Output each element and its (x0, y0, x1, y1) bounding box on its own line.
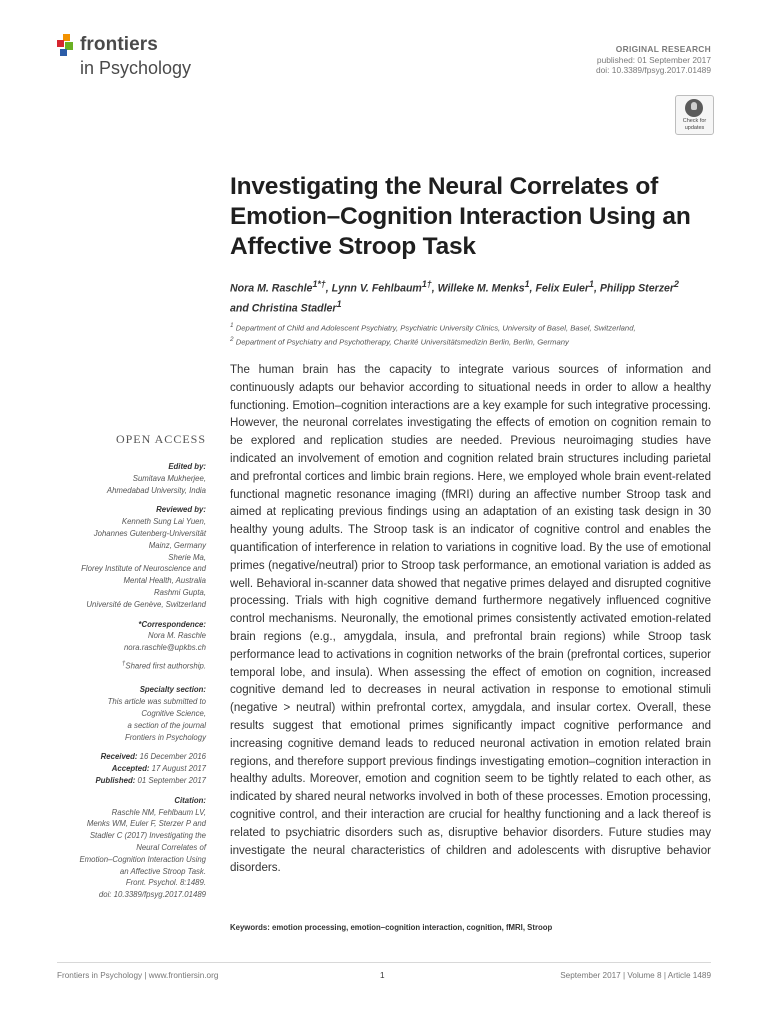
journal-logo[interactable] (57, 32, 207, 80)
received-date: Received: 16 December 2016 (100, 752, 206, 762)
footer-journal[interactable]: Frontiers in Psychology | www.frontiersin.org (57, 971, 219, 980)
specialty-heading: Specialty section: (139, 685, 206, 695)
article-type: ORIGINAL RESEARCH (615, 44, 711, 54)
reviewer-line: Sherie Ma, (168, 552, 206, 562)
bookmark-icon (685, 99, 703, 117)
reviewer-line: Kenneth Sung Lai Yuen, (121, 517, 206, 527)
published-date: published: 01 September 2017 (596, 54, 711, 65)
specialty-line: a section of the journal (127, 720, 206, 730)
doi[interactable]: doi: 10.3389/fpsyg.2017.01489 (595, 65, 711, 75)
citation-line: Emotion–Cognition Interaction Using (79, 854, 206, 864)
specialty-line: Cognitive Science, (141, 708, 206, 718)
open-access-label: OPEN ACCESS (115, 432, 206, 446)
article-meta (596, 44, 711, 76)
citation-line: Menks WM, Euler F, Sterzer P and (86, 819, 206, 829)
author-sup: 1 (336, 298, 342, 309)
footer-issue: September 2017 | Volume 8 | Article 1489 (560, 971, 711, 980)
footer-divider (57, 962, 711, 963)
frontiers-logo-mark (57, 34, 79, 58)
reviewer-line: Rashmi Gupta, (153, 587, 206, 597)
reviewer-line: Florey Institute of Neuroscience and (81, 564, 206, 574)
article-title: Investigating the Neural Correlates of Emotion–Cognition Interaction Using an Affective Stroop Task (230, 173, 691, 260)
author-sup: 1 (524, 279, 530, 289)
check-for-updates-badge[interactable] (675, 95, 714, 135)
published-date-sidebar: Published: 01 September 2017 (95, 775, 206, 785)
accepted-date: Accepted: 17 August 2017 (111, 764, 206, 774)
keywords: Keywords: emotion processing, emotion–cognition interaction, cognition, fMRI, Stroop (230, 923, 553, 932)
author[interactable]: Felix Euler (535, 282, 590, 295)
reviewer-line: Johannes Gutenberg-Universität (93, 528, 206, 538)
reviewer-line: Université de Genève, Switzerland (86, 599, 206, 609)
badge-line1: Check for (682, 118, 707, 124)
page-number: 1 (380, 971, 385, 980)
badge-line2: updates (684, 124, 705, 131)
editor-line: Ahmedabad University, India (106, 485, 206, 495)
citation-line: Stadler C (2017) Investigating the (89, 831, 206, 841)
citation-line: Raschle NM, Fehlbaum LV, (111, 807, 206, 817)
citation-line: an Affective Stroop Task. (119, 866, 206, 876)
abstract: The human brain has the capacity to integrate various sources of information and continuously adapts our behavior according to situational needs in order to allow a healthy functioning. Emotion–cognition interactions are a key example for such integrative processing. However, the neuronal correlates investigating the effects of emotion on cognition remain to be explored and replication studies are needed. Previous neuroimaging studies have indicated an involvement of emotion and cognition related brain structures including parietal and prefrontal cortices and limbic brain regions. Here, we employed whole brain event-related functional magnetic resonance imaging (fMRI) during an affective number Stroop task and aimed at replicating previous findings using an adaptation of an existing task design in 30 healthy young adults. The Stroop task is an indicator of cognitive control and enables the quantification of interference in relation to variations in cognitive load. By the use of emotional primes (negative/neutral) prior to Stroop task performance, an emotional variation is added as well. Behavioral in-scanner data showed that negative primes delayed and disrupted cognitive processing. Trials with high cognitive demand furthermore negatively influenced cognitive control mechanisms. Neuronally, the emotional primes consistently activated emotion-related brain regions (e.g., amygdala, insula, and prefrontal brain regions) while Stroop task performance lead to activations in cognition networks of the brain (prefrontal cortices, superior temporal lobe, and insula). When assessing the effect of emotion on cognition, increased cognitive demand led to decreases in neural activation in response to emotional stimuli (negative > neutral) within prefrontal cortex, amygdala, and insular cortex. Overall, these results suggest that emotional primes significantly impact cognitive performance and increasing cognitive demand leads to reduced neuronal activation in emotion related brain regions, and therefore support previous findings investigating emotion–cognition interaction in healthy adults. Moreover, emotion and cognition seem to be tightly related to each other, as indicated by shared neural networks involved in both of these processes. Emotion processing, cognitive control, and their interaction are crucial for healthy functioning and a lack thereof is related to psychiatric disorders such as, disruptive behavior disorders. Future studies may investigate the neural characteristics of children and adolescents with disruptive behavior disorders. (230, 364, 711, 875)
author-sup: 1 (589, 279, 594, 289)
edited-by-heading: Edited by: (168, 462, 206, 471)
specialty-line: This article was submitted to (107, 697, 206, 707)
author[interactable]: Christina Stadler (251, 302, 337, 315)
specialty-line: Frontiers in Psychology (124, 732, 206, 742)
author[interactable]: Nora M. Raschle (230, 282, 313, 295)
citation-line: Front. Psychol. 8:1489. (125, 878, 206, 888)
journal-name-line1: frontiers (80, 34, 158, 55)
reviewed-by-heading: Reviewed by: (156, 505, 206, 515)
shared-first-note: †Shared first authorship. (121, 659, 206, 671)
author-list: Nora M. Raschle$^{1*\dagger}$, Lynn V. Fehlbaum$^{1\dagger}$, Willeke M. Menks$^1$, Felix Euler$^1$, Philipp Sterzer$^2$ and Christina Stadler$^1$ (230, 279, 679, 315)
journal-name-line2: in Psychology (80, 58, 192, 78)
article-info-sidebar (20, 461, 206, 901)
citation-doi[interactable]: doi: 10.3389/fpsyg.2017.01489 (98, 890, 206, 900)
author-sup: 2 (674, 279, 679, 289)
citation-heading: Citation: (174, 795, 206, 805)
author[interactable]: Willeke M. Menks (437, 282, 525, 295)
author[interactable]: Lynn V. Fehlbaum (331, 282, 422, 295)
author-sup: 1*† (312, 279, 326, 289)
affiliations (230, 320, 720, 348)
reviewer-line: Mainz, Germany (148, 540, 206, 550)
affiliation: $^1$ Department of Child and Adolescent Psychiatry, Psychiatric University Clinics, University of Basel, Basel, Switzerland, (230, 322, 636, 333)
citation-line: Neural Correlates of (136, 842, 206, 852)
correspondence-heading: *Correspondence: (138, 619, 206, 629)
affiliation: $^2$ Department of Psychiatry and Psychotherapy, Charité Universitätsmedizin Berlin, Berlin, Germany (230, 336, 569, 347)
editor-line: Sumitava Mukherjee, (132, 473, 206, 483)
author-sup: 1† (421, 279, 432, 289)
correspondence-email[interactable]: nora.raschle@upkbs.ch (123, 643, 206, 653)
correspondence-name: Nora M. Raschle (147, 631, 206, 641)
reviewer-line: Mental Health, Australia (123, 576, 206, 586)
author[interactable]: Philipp Sterzer (599, 282, 675, 295)
